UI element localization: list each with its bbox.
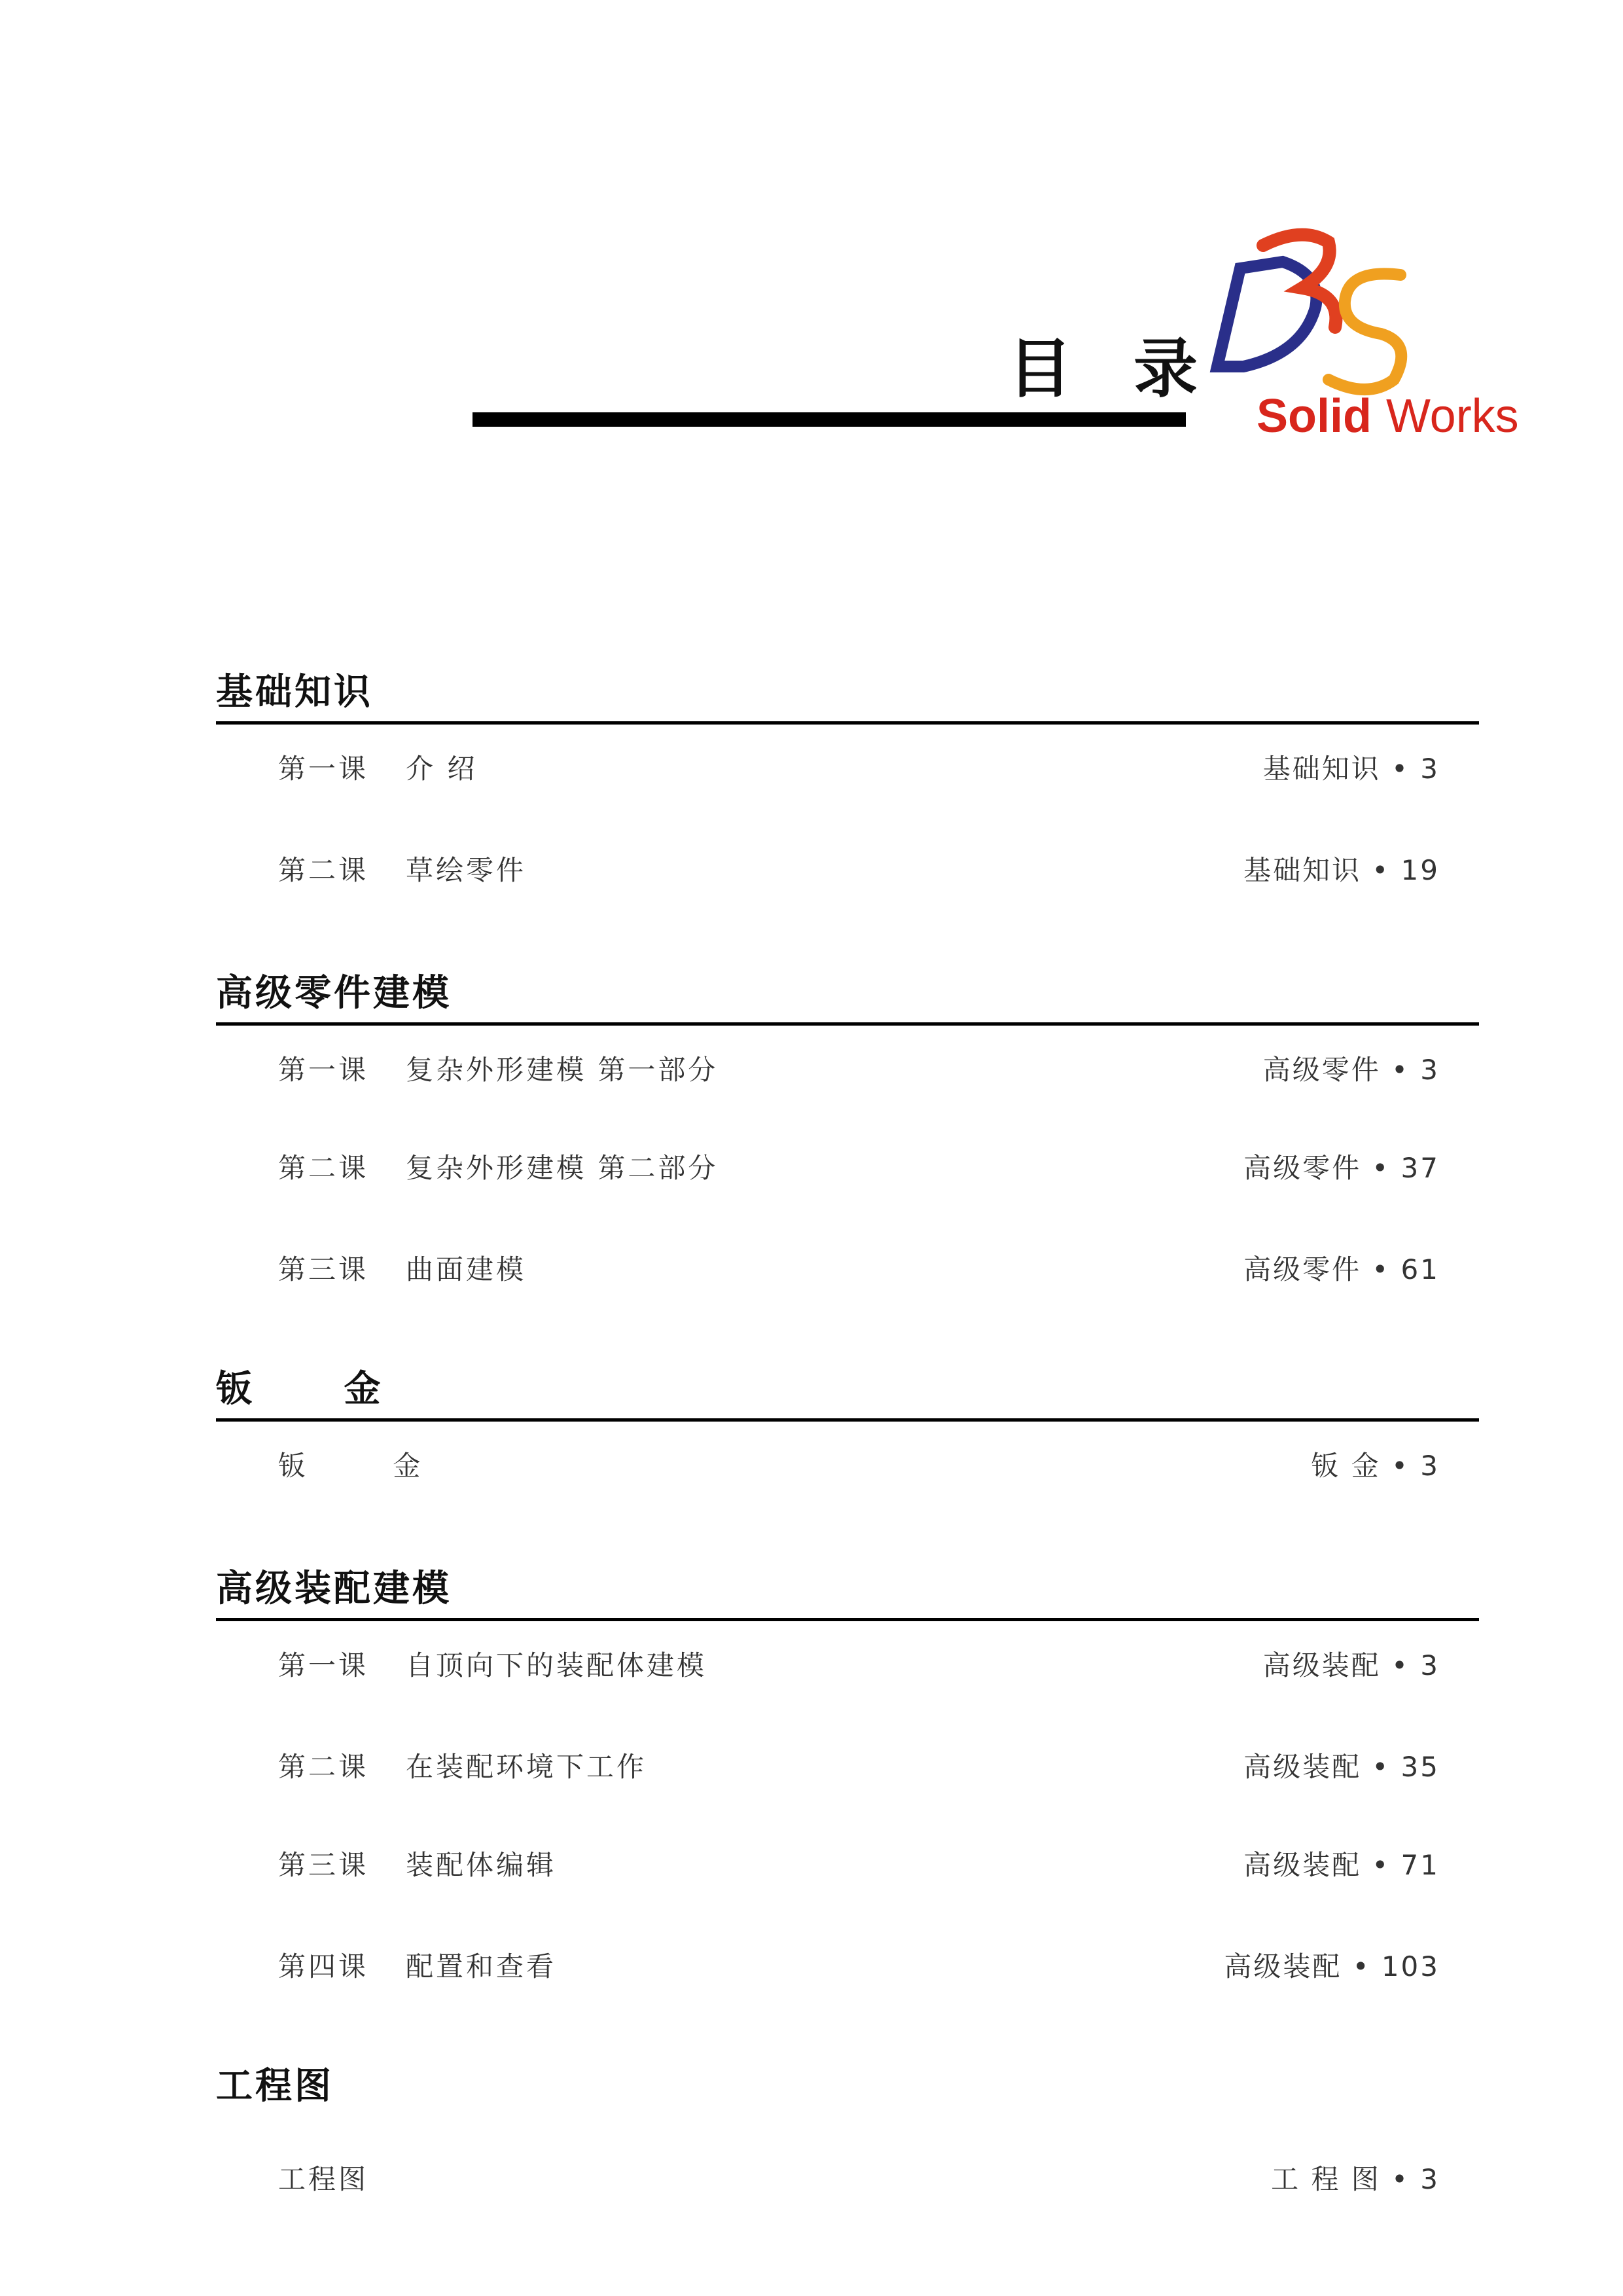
section-advanced-assembly [216,1568,1479,1621]
toc-entry[interactable] [278,1050,1440,1090]
entry-name: 工程图 [278,2163,369,2195]
entry-name: 钣 金 [278,1450,460,1482]
entry-chapter: 第一课 [278,1649,369,1681]
entry-name: 曲面建模 [406,1253,527,1285]
section-advanced-part [216,972,1479,1026]
toc-entry[interactable] [278,749,1440,789]
entry-name: 装配体编辑 [406,1849,557,1881]
entry-chapter: 第三课 [278,1253,369,1285]
entry-name: 自顶向下的装配体建模 [406,1649,707,1681]
section-title: 钣 金 [216,1368,420,1410]
entry-page: 基础知识 • 3 [1262,753,1440,785]
entry-page: 钣 金 • 3 [1311,1450,1440,1482]
toc-entry[interactable] [278,1846,1440,1885]
entry-chapter: 第三课 [278,1849,369,1881]
entry-page: 工 程 图 • 3 [1271,2163,1440,2195]
entry-page: 基础知识 • 19 [1243,854,1440,886]
logo-works-text: Works [1386,390,1519,442]
solidworks-logo [1204,216,1544,471]
entry-page: 高级装配 • 35 [1243,1751,1440,1783]
toc-entry[interactable] [278,1748,1440,1787]
entry-page: 高级零件 • 61 [1243,1253,1440,1285]
logo-solid-text: Solid [1257,390,1372,442]
entry-page: 高级装配 • 103 [1224,1950,1440,1982]
entry-chapter: 第一课 [278,753,369,785]
section-rule [216,1618,1479,1621]
toc-entry[interactable] [278,1646,1440,1685]
entry-page: 高级装配 • 71 [1243,1849,1440,1881]
section-basics [216,671,1479,725]
section-title: 高级零件建模 [216,972,452,1014]
entry-chapter: 第四课 [278,1950,369,1982]
toc-entry[interactable] [278,851,1440,890]
section-title: 基础知识 [216,671,373,713]
entry-name: 复杂外形建模 第二部分 [406,1152,719,1184]
toc-entry[interactable] [278,1250,1440,1289]
entry-name: 草绘零件 [406,854,527,886]
logo-3-stroke [1263,235,1336,327]
page-title: 目 录 [1008,331,1218,406]
section-rule [216,1022,1479,1026]
entry-chapter: 第一课 [278,1054,369,1086]
entry-chapter: 第二课 [278,1751,369,1783]
entry-name: 在装配环境下工作 [406,1751,647,1783]
toc-entry[interactable] [278,1947,1440,1986]
entry-page: 高级零件 • 3 [1262,1054,1440,1086]
section-title: 工程图 [216,2065,334,2108]
section-rule [216,1418,1479,1422]
entry-chapter: 第二课 [278,1152,369,1184]
entry-name: 复杂外形建模 第一部分 [406,1054,719,1086]
entry-name: 介 绍 [406,753,478,785]
entry-page: 高级零件 • 37 [1243,1152,1440,1184]
toc-entry[interactable] [278,2160,1440,2199]
title-underline [473,412,1186,427]
toc-entry[interactable] [278,1149,1440,1188]
entry-page: 高级装配 • 3 [1262,1649,1440,1681]
section-rule [216,721,1479,725]
entry-chapter: 第二课 [278,854,369,886]
logo-d-stroke [1217,262,1316,367]
entry-name: 配置和查看 [406,1950,557,1982]
section-drawing [216,2065,1479,2109]
section-sheet-metal [216,1368,1479,1422]
section-title: 高级装配建模 [216,1568,452,1610]
toc-entry[interactable] [278,1446,1440,1486]
